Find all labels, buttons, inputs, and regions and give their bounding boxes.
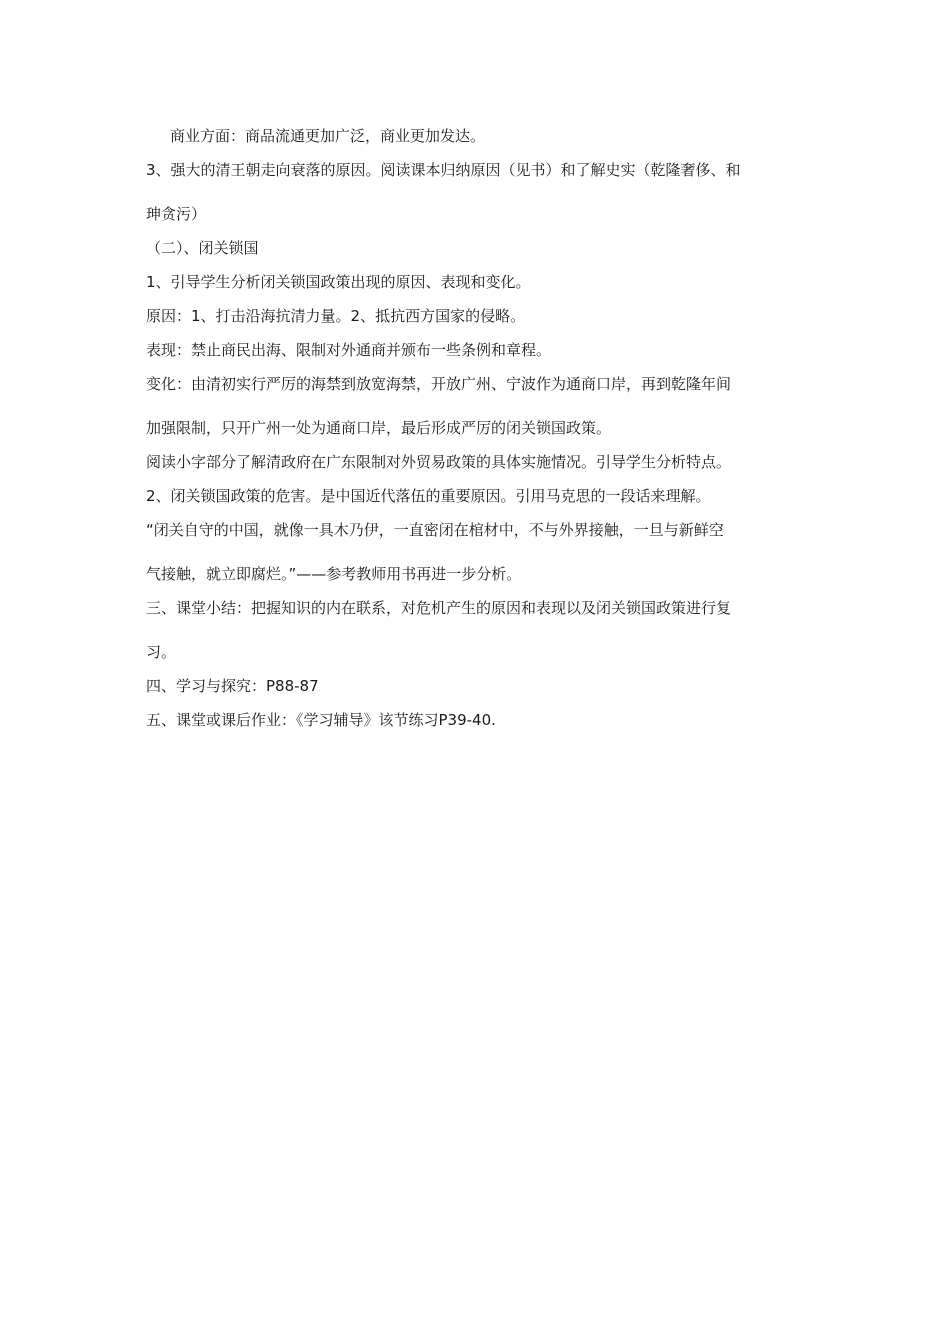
paragraph-changes-cont: 加强限制，只开广州一处为通商口岸，最后形成严厉的闭关锁国政策。 [146,419,612,437]
paragraph-homework: 五、课堂或课后作业：《学习辅导》该节练习P39-40. [146,711,496,729]
paragraph-summary: 三、课堂小结：把握知识的内在联系，对危机产生的原因和表现以及闭关锁国政策进行复 [146,599,732,617]
paragraph-study-explore: 四、学习与探究：P88-87 [146,677,319,695]
paragraph-harm: 2、闭关锁国政策的危害。是中国近代落伍的重要原因。引用马克思的一段话来理解。 [146,487,711,505]
document-body [146,126,816,730]
paragraph-summary-cont: 习。 [146,643,177,661]
paragraph-small-print-reading: 阅读小字部分了解清政府在广东限制对外贸易政策的具体实施情况。引导学生分析特点。 [146,453,732,471]
paragraph-decline-reasons-cont: 珅贪污） [146,205,207,223]
paragraph-commerce: 商业方面：商品流通更加广泛，商业更加发达。 [170,127,486,145]
paragraph-manifestation: 表现：禁止商民出海、限制对外通商并颁布一些条例和章程。 [146,341,552,359]
paragraph-causes: 原因：1、打击沿海抗清力量。2、抵抗西方国家的侵略。 [146,307,526,325]
paragraph-guide-analysis: 1、引导学生分析闭关锁国政策出现的原因、表现和变化。 [146,273,531,291]
paragraph-marx-quote-cont: 气接触，就立即腐烂。”——参考教师用书再进一步分析。 [146,565,522,583]
paragraph-decline-reasons: 3、强大的清王朝走向衰落的原因。阅读课本归纳原因（见书）和了解史实（乾隆奢侈、和 [146,161,741,179]
paragraph-marx-quote: “闭关自守的中国，就像一具木乃伊，一直密闭在棺材中，不与外界接触，一旦与新鲜空 [146,521,724,539]
section-heading-closed-door: （二）、闭关锁国 [146,239,259,257]
paragraph-changes: 变化：由清初实行严厉的海禁到放宽海禁，开放广州、宁波作为通商口岸，再到乾隆年间 [146,375,732,393]
